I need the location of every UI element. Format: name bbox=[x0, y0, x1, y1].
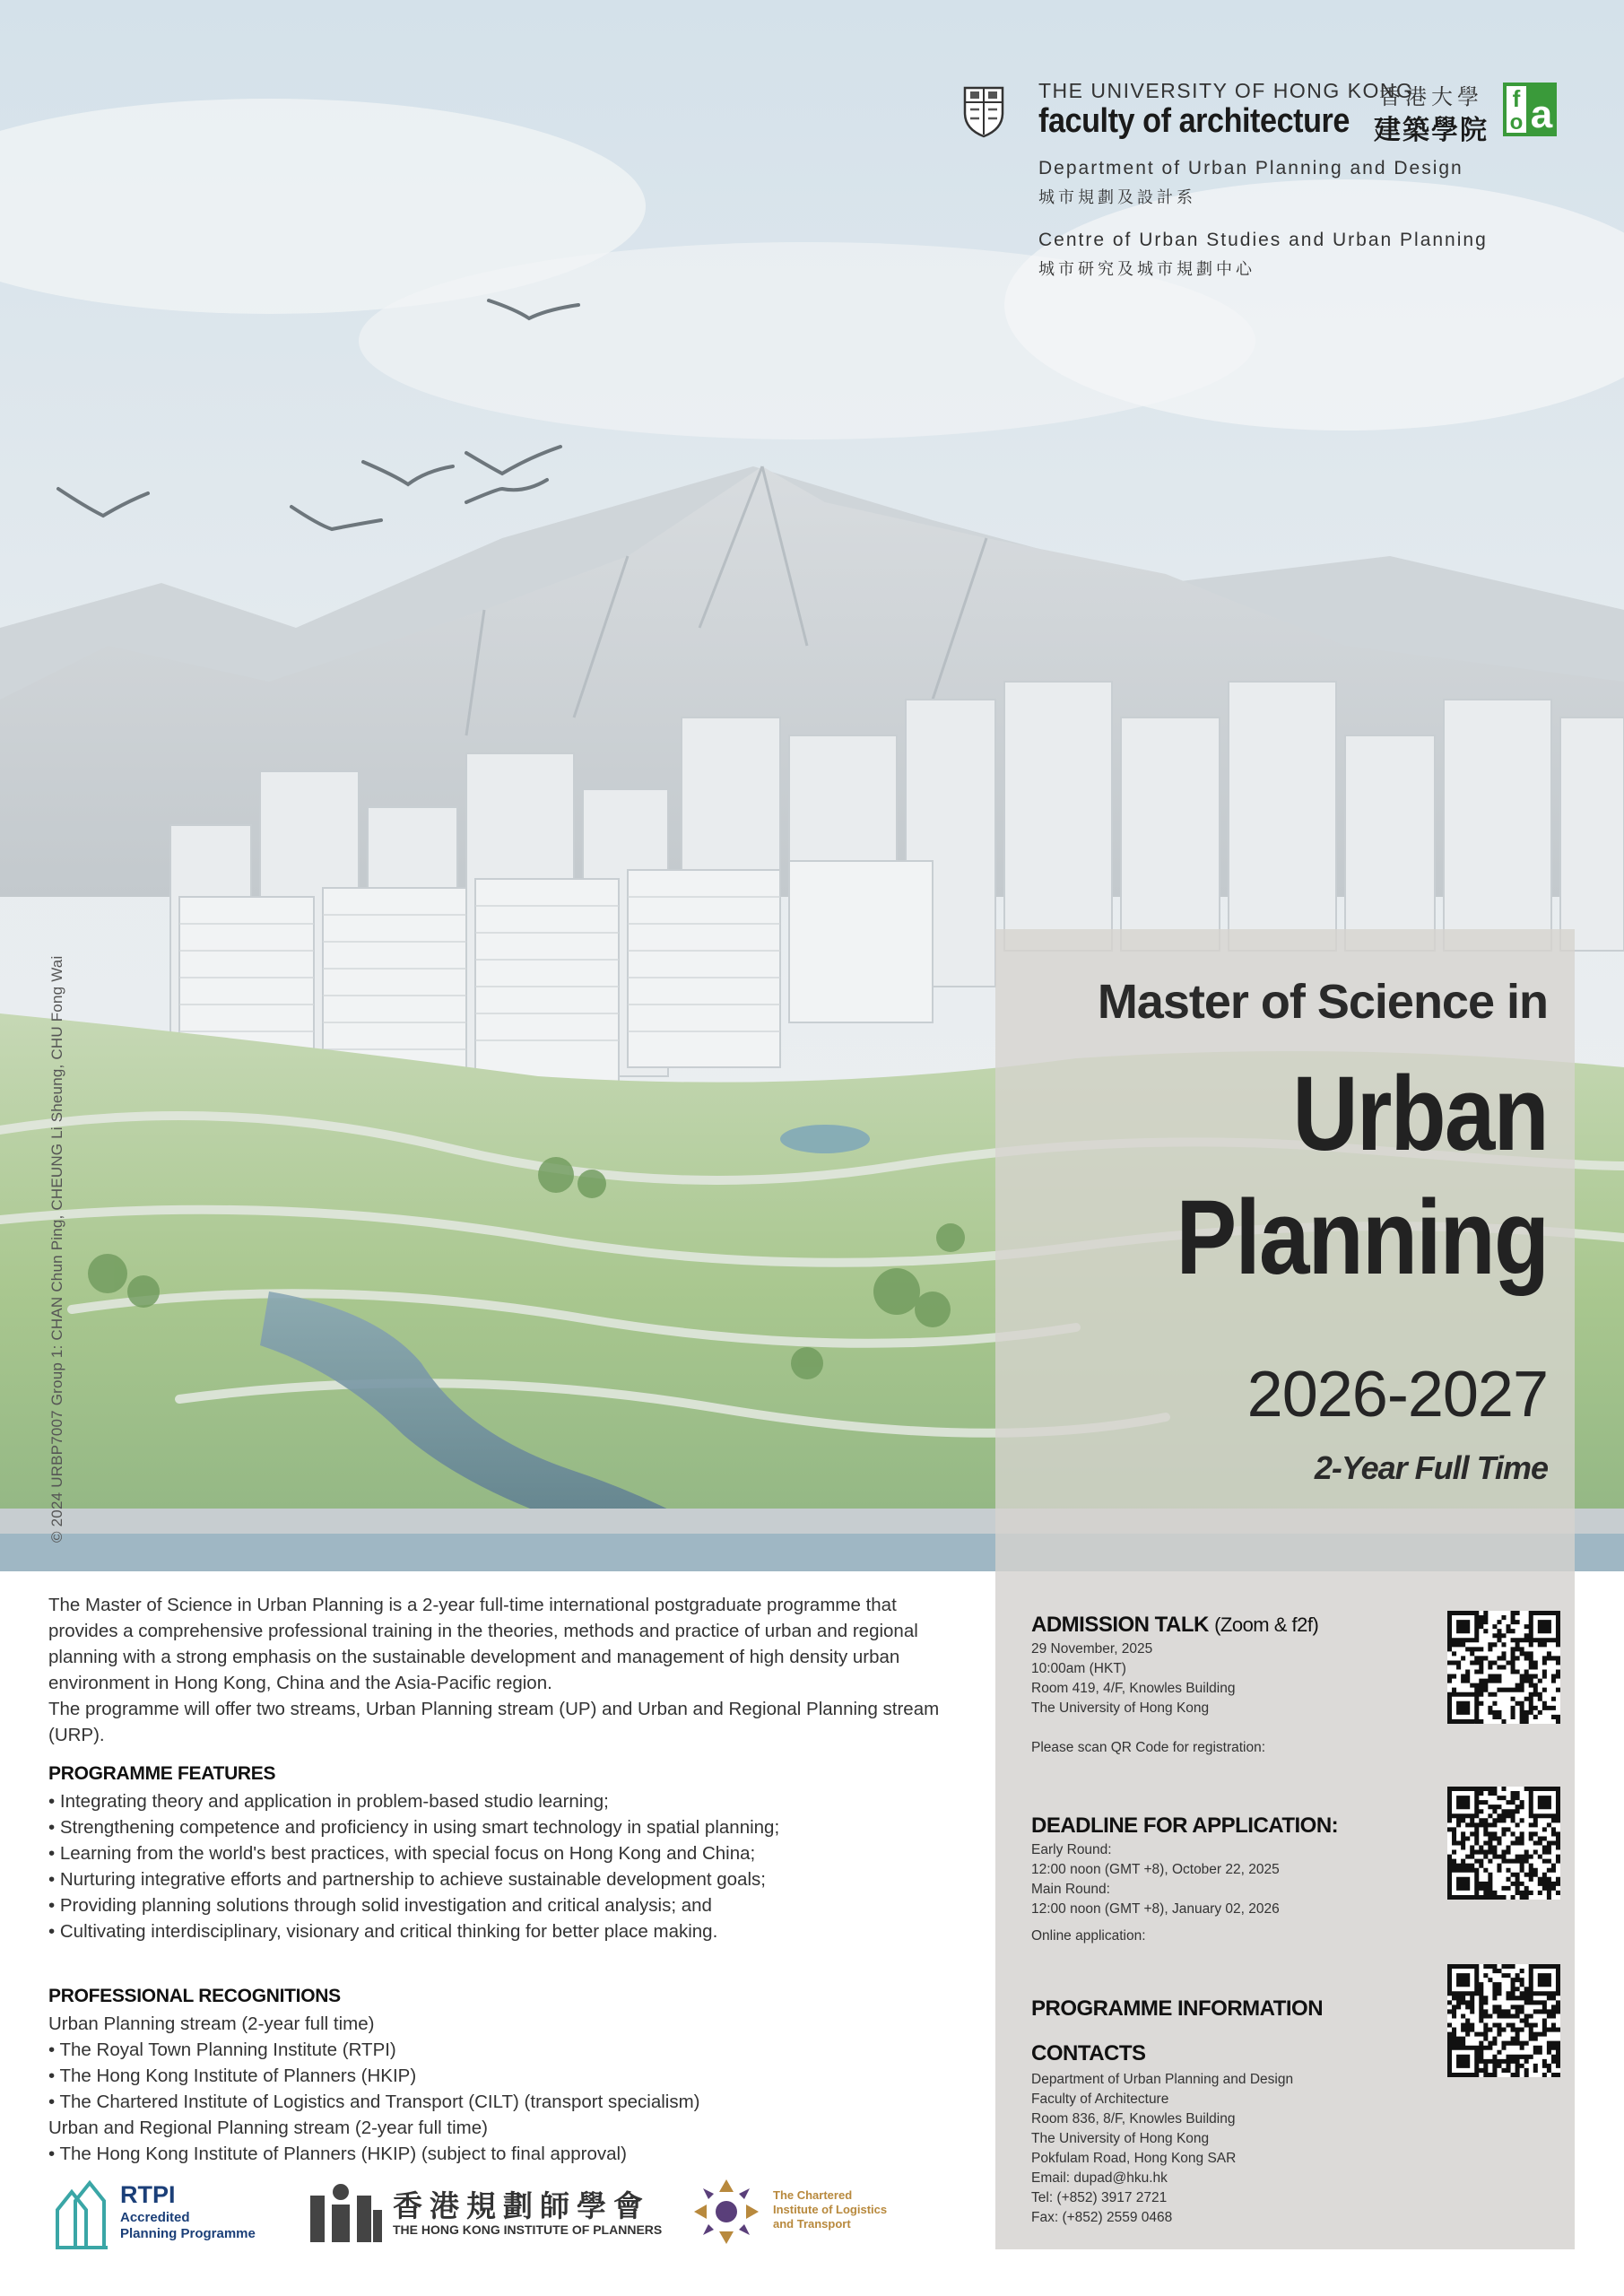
rtpi-mark-icon bbox=[54, 2174, 109, 2251]
department-name-en: Department of Urban Planning and Design bbox=[1038, 158, 1463, 178]
contact-line: Pokfulam Road, Hong Kong SAR bbox=[1031, 2151, 1237, 2166]
recognition-item: Urban and Regional Planning stream (2-year full time) bbox=[48, 2118, 488, 2138]
svg-text:o: o bbox=[1509, 110, 1524, 135]
hkip-logo bbox=[310, 2183, 663, 2246]
deadline-early-label: Early Round: bbox=[1031, 1842, 1112, 1857]
recognitions-heading: PROFESSIONAL RECOGNITIONS bbox=[48, 1986, 341, 2006]
accreditation-logos bbox=[48, 2169, 945, 2258]
rtpi-sub-line2: Planning Programme bbox=[120, 2226, 256, 2241]
hkip-mark-icon bbox=[310, 2183, 382, 2242]
registration-qr-code[interactable] bbox=[1447, 1611, 1560, 1724]
info-panel bbox=[995, 1571, 1575, 2249]
feature-item: • Providing planning solutions through solid investigation and critical analysis; and bbox=[48, 1895, 712, 1916]
admission-title: ADMISSION TALK bbox=[1031, 1613, 1209, 1637]
title-years: 2026-2027 bbox=[1246, 1359, 1548, 1431]
admission-mode: (Zoom & f2f) bbox=[1214, 1613, 1319, 1636]
recognition-item: • The Hong Kong Institute of Planners (HKIP) bbox=[48, 2066, 417, 2086]
intro-streams: The programme will offer two streams, Urban Planning stream (UP) and Urban and Regional Planning stream (URP). bbox=[48, 1699, 940, 1745]
recognition-item: • The Royal Town Planning Institute (RTPI) bbox=[48, 2039, 396, 2060]
title-panel bbox=[995, 929, 1575, 1571]
rtpi-subtitle bbox=[120, 2210, 256, 2242]
department-name-zh: 城市規劃及設計系 bbox=[1038, 188, 1196, 206]
faculty-name-zh: 建築學院 bbox=[1374, 116, 1489, 145]
admission-date: 29 November, 2025 bbox=[1031, 1641, 1153, 1657]
faculty-fa-logo-icon bbox=[1503, 83, 1557, 136]
contacts-heading: CONTACTS bbox=[1031, 2041, 1146, 2066]
features-heading: PROGRAMME FEATURES bbox=[48, 1763, 276, 1784]
university-name-zh: 香港大學 bbox=[1379, 85, 1483, 109]
contact-email[interactable]: Email: dupad@hku.hk bbox=[1031, 2170, 1168, 2186]
feature-item: • Nurturing integrative efforts and partnership to achieve sustainable development goals; bbox=[48, 1869, 766, 1890]
hkip-name-en: THE HONG KONG INSTITUTE OF PLANNERS bbox=[393, 2222, 663, 2237]
admission-note: Please scan QR Code for registration: bbox=[1031, 1740, 1266, 1755]
deadline-heading: DEADLINE FOR APPLICATION: bbox=[1031, 1813, 1339, 1838]
title-urban: Urban bbox=[1292, 1055, 1548, 1173]
features-list bbox=[48, 1788, 963, 1944]
intro-paragraph: The Master of Science in Urban Planning is a 2-year full-time international postgraduate programme that provides a comprehensive professional training in the theories, methods and practice of urban and regional planning with a strong emphasis on the sustainable development and management of high density urban environment in Hong Kong, China and the Asia-Pacific region. bbox=[48, 1595, 918, 1693]
admission-heading bbox=[1031, 1613, 1318, 1638]
hkip-name-zh: 香港規劃師學會 bbox=[393, 2188, 650, 2223]
feature-item: • Strengthening competence and proficiency in using smart technology in spatial planning; bbox=[48, 1817, 780, 1838]
feature-item: • Cultivating interdisciplinary, visionary and critical thinking for better place making. bbox=[48, 1921, 718, 1942]
deadline-main-date: 12:00 noon (GMT +8), January 02, 2026 bbox=[1031, 1901, 1280, 1917]
programme-info-qr-code[interactable] bbox=[1447, 1964, 1560, 2077]
admission-university: The University of Hong Kong bbox=[1031, 1700, 1210, 1716]
contact-line: Room 836, 8/F, Knowles Building bbox=[1031, 2111, 1236, 2126]
recognition-item: Urban Planning stream (2-year full time) bbox=[48, 2013, 375, 2034]
contact-tel: Tel: (+852) 3917 2721 bbox=[1031, 2190, 1168, 2205]
application-qr-code[interactable] bbox=[1447, 1787, 1560, 1900]
cilt-line1: The Chartered bbox=[773, 2188, 853, 2202]
qr-pattern-icon bbox=[1447, 1787, 1560, 1900]
svg-text:a: a bbox=[1530, 92, 1553, 136]
hku-crest-icon bbox=[960, 83, 1008, 138]
title-planning: Planning bbox=[1176, 1178, 1548, 1297]
title-degree: Master of Science in bbox=[1097, 975, 1548, 1029]
centre-name-en: Centre of Urban Studies and Urban Planning bbox=[1038, 230, 1488, 250]
recognitions-list bbox=[48, 2011, 963, 2167]
deadline-main-label: Main Round: bbox=[1031, 1882, 1110, 1897]
rtpi-title: RTPI bbox=[120, 2181, 176, 2208]
online-application-label: Online application: bbox=[1031, 1928, 1146, 1944]
cilt-mark-icon bbox=[690, 2176, 762, 2248]
programme-info-heading: PROGRAMME INFORMATION bbox=[1031, 1996, 1324, 2021]
centre-name-zh: 城市研究及城市規劃中心 bbox=[1038, 260, 1255, 278]
cilt-logo bbox=[690, 2176, 924, 2253]
programme-intro bbox=[48, 1592, 963, 1748]
recognition-item: • The Hong Kong Institute of Planners (HKIP) (subject to final approval) bbox=[48, 2144, 627, 2164]
contact-fax: Fax: (+852) 2559 0468 bbox=[1031, 2210, 1173, 2225]
image-credit: © 2024 URBP7007 Group 1: CHAN Chun Ping, CHEUNG Li Sheung, CHU Fong Wai bbox=[48, 955, 65, 1543]
rtpi-logo bbox=[54, 2174, 287, 2251]
title-study-mode: 2-Year Full Time bbox=[1314, 1449, 1548, 1486]
admission-room: Room 419, 4/F, Knowles Building bbox=[1031, 1681, 1236, 1696]
rtpi-sub-line1: Accredited bbox=[120, 2210, 190, 2225]
recognition-item: • The Chartered Institute of Logistics and Transport (CILT) (transport specialism) bbox=[48, 2092, 700, 2112]
admission-time: 10:00am (HKT) bbox=[1031, 1661, 1126, 1676]
svg-text:f: f bbox=[1512, 85, 1521, 112]
deadline-early-date: 12:00 noon (GMT +8), October 22, 2025 bbox=[1031, 1862, 1280, 1877]
qr-pattern-icon bbox=[1447, 1964, 1560, 2077]
faculty-name-en: faculty of architecture bbox=[1038, 102, 1350, 140]
university-name-en: THE UNIVERSITY OF HONG KONG bbox=[1038, 79, 1414, 102]
feature-item: • Learning from the world's best practices, with special focus on Hong Kong and China; bbox=[48, 1843, 756, 1864]
qr-pattern-icon bbox=[1447, 1611, 1560, 1724]
contact-line: The University of Hong Kong bbox=[1031, 2131, 1210, 2146]
contact-line: Faculty of Architecture bbox=[1031, 2092, 1169, 2107]
feature-item: • Integrating theory and application in problem-based studio learning; bbox=[48, 1791, 609, 1812]
contact-line: Department of Urban Planning and Design bbox=[1031, 2072, 1294, 2087]
cilt-line3: and Transport bbox=[773, 2217, 851, 2231]
cilt-line2: Institute of Logistics bbox=[773, 2203, 888, 2216]
cilt-name bbox=[773, 2188, 887, 2231]
